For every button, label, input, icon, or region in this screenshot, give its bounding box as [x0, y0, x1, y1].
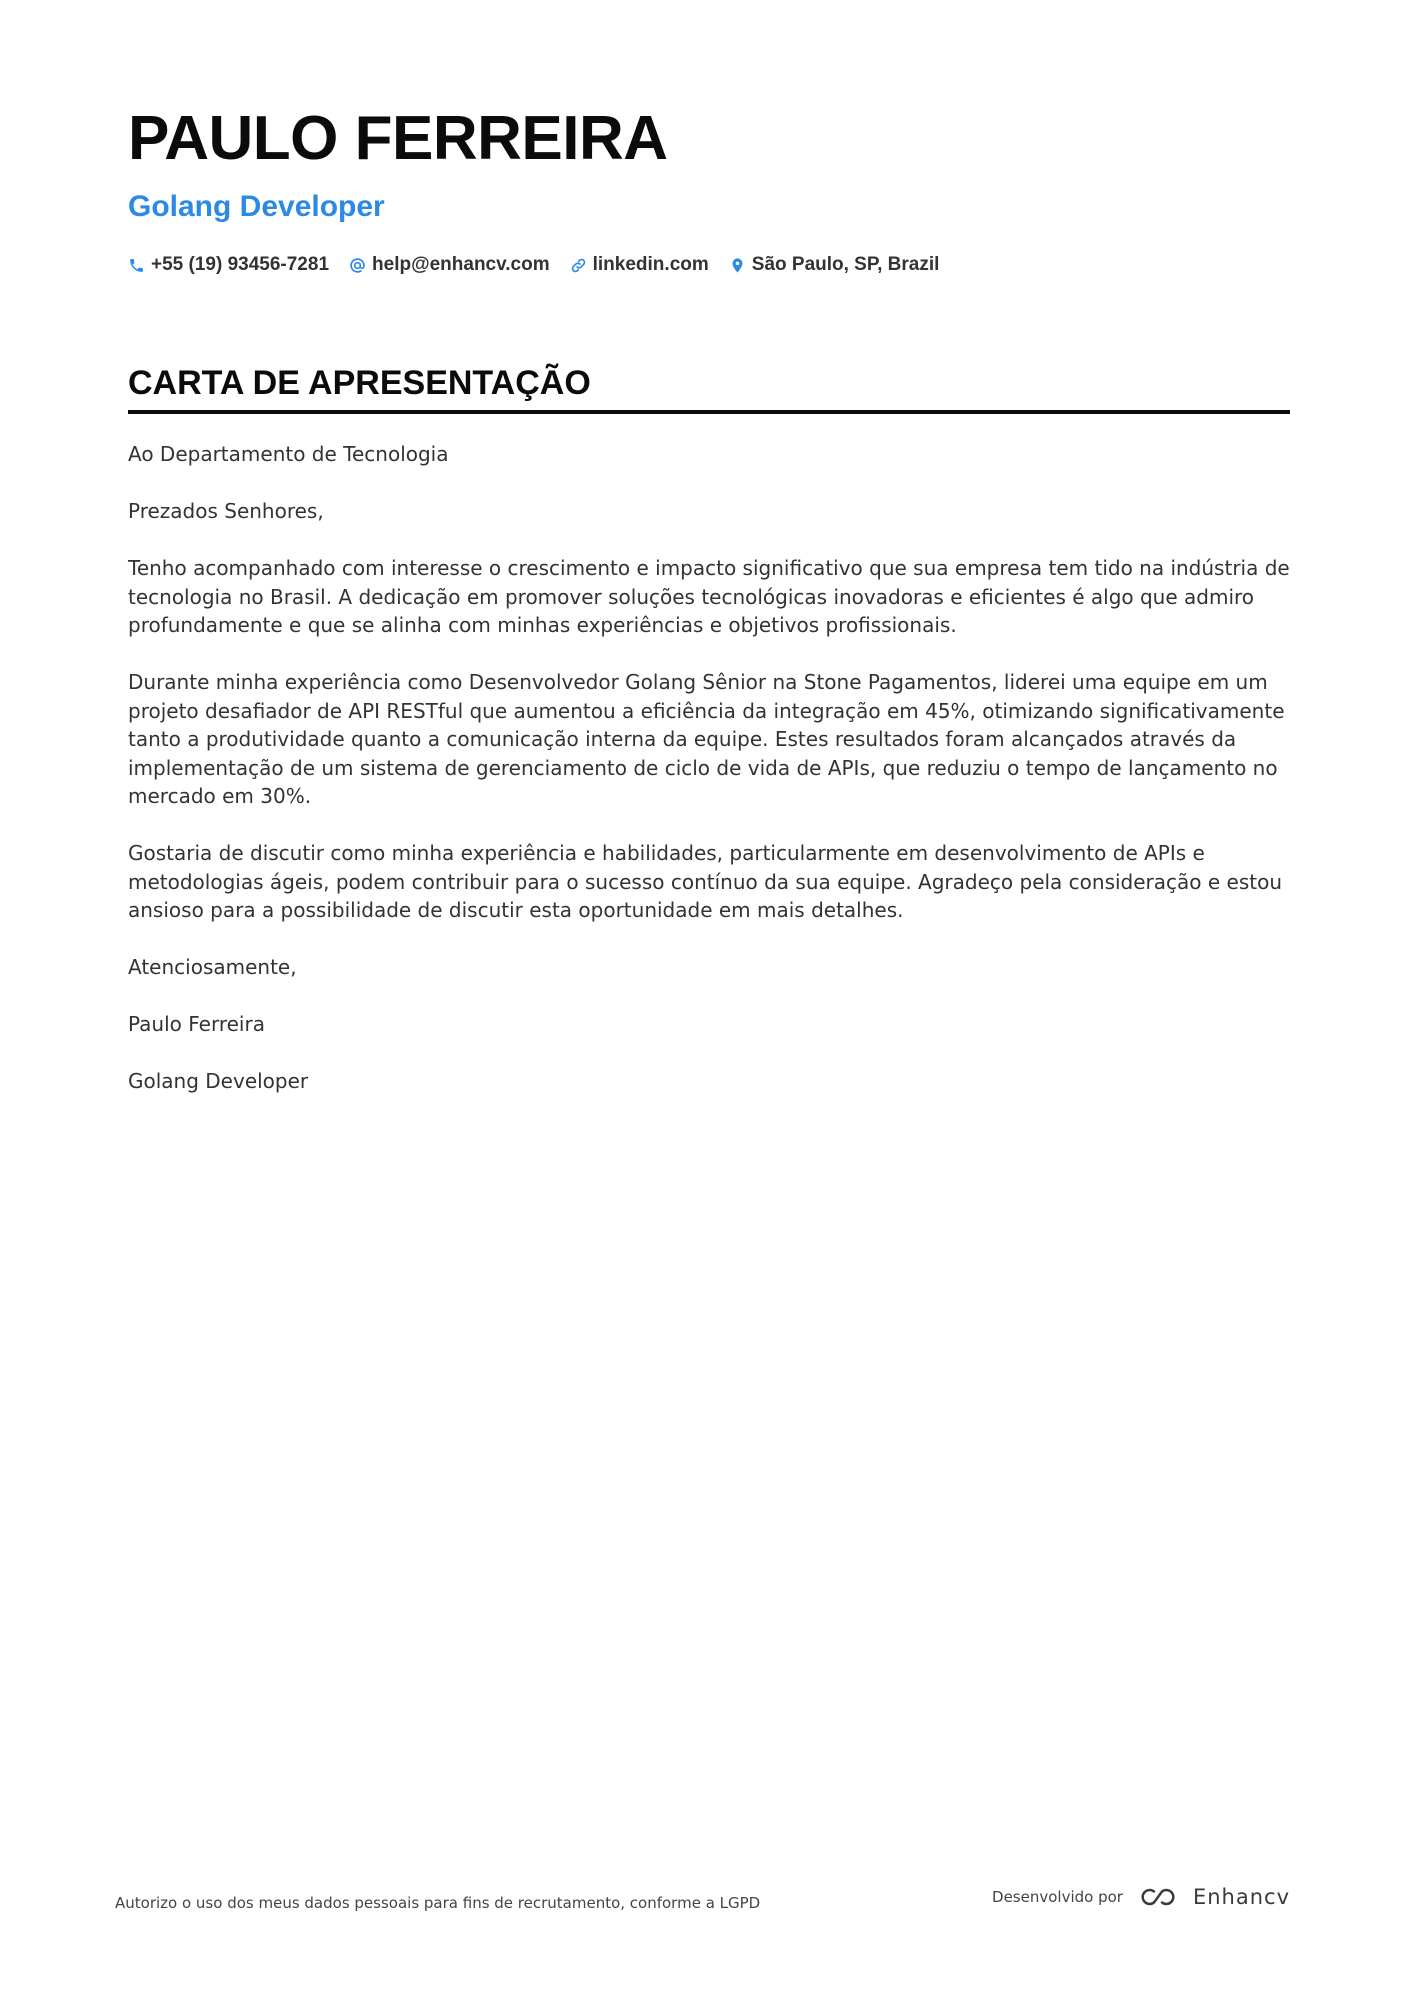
letter-closing: Atenciosamente,	[128, 955, 297, 979]
letter-body	[128, 440, 1290, 1124]
contact-phone-text: +55 (19) 93456-7281	[151, 254, 330, 275]
location-pin-icon	[729, 257, 746, 274]
cover-letter-page	[128, 0, 1290, 1995]
letter-paragraph: Durante minha experiência como Desenvolvedor Golang Sênior na Stone Pagamentos, liderei uma equipe em um projeto desafiador de API RESTful que aumentou a eficiência da integração em 45%, otimizando significativamente tanto a produtividade quanto a comunicação interna da equipe. Estes resultados foram alcançados através da implementação de um sistema de gerenciamento de ciclo de vida de APIs, que reduziu o tempo de lançamento no mercado em 30%.	[128, 670, 1285, 808]
signature-title: Golang Developer	[128, 1069, 309, 1093]
candidate-name: PAULO FERREIRA	[128, 104, 668, 173]
letter-paragraph: Gostaria de discutir como minha experiência e habilidades, particularmente em desenvolvimento de APIs e metodologias ágeis, podem contribuir para o sucesso contínuo da sua equipe. Agradeço pela consideração e estou ansioso para a possibilidade de discutir esta oportunidade em mais detalhes.	[128, 841, 1283, 922]
brand-name: Enhancv	[1192, 1885, 1290, 1909]
phone-icon	[128, 257, 145, 274]
contact-location-text: São Paulo, SP, Brazil	[751, 254, 940, 275]
contact-linkedin-text: linkedin.com	[592, 254, 709, 275]
contact-location	[729, 254, 940, 276]
signature-name: Paulo Ferreira	[128, 1012, 265, 1036]
section-title: CARTA DE APRESENTAÇÃO	[128, 364, 591, 402]
consent-note: Autorizo o uso dos meus dados pessoais para fins de recrutamento, conforme a LGPD	[115, 1894, 761, 1912]
powered-by-label: Desenvolvido por	[992, 1888, 1123, 1906]
contact-bar	[128, 254, 939, 276]
contact-email[interactable]	[349, 254, 550, 276]
at-icon	[349, 257, 366, 274]
letter-greeting: Prezados Senhores,	[128, 499, 324, 523]
contact-email-text: help@enhancv.com	[372, 254, 550, 275]
enhancv-logo-icon	[1135, 1884, 1181, 1910]
letter-paragraph: Tenho acompanhado com interesse o crescimento e impacto significativo que sua empresa tem tido na indústria de tecnologia no Brasil. A dedicação em promover soluções tecnológicas inovadoras e eficientes é algo que admiro profundamente e que se alinha com minhas experiências e objetivos profissionais.	[128, 556, 1290, 637]
powered-by[interactable]	[992, 1884, 1290, 1910]
letter-recipient: Ao Departamento de Tecnologia	[128, 442, 449, 466]
contact-phone[interactable]	[128, 254, 329, 276]
link-icon	[570, 257, 587, 274]
contact-linkedin[interactable]	[570, 254, 709, 276]
section-divider	[128, 410, 1290, 414]
candidate-role: Golang Developer	[128, 190, 385, 223]
